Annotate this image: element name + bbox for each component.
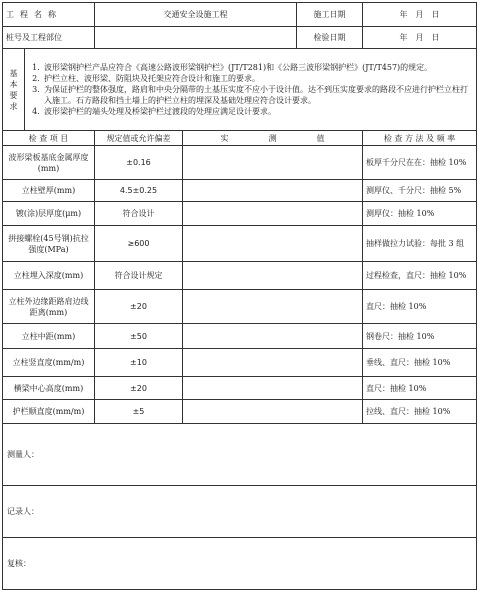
requirement-number: 3. [32,85,40,94]
inspection-form [2,2,477,590]
row-measured[interactable] [183,226,363,262]
requirement-item [28,62,473,73]
requirements-content [25,49,477,131]
row-spec: 符合设计规定 [95,262,183,290]
row-method: 板厚千分尺在在：抽检 10% [363,146,477,180]
row-spec: ±20 [95,377,183,400]
requirements-label-char: 求 [9,101,18,111]
inspection-date-label: 检验日期 [297,27,363,49]
row-method: 垂线、直尺：抽检 10% [363,349,477,377]
requirement-text: 为保证护栏的整体强度，路肩和中央分隔带的土基压实度不应小于设计值。达不到压实度要求的路段不应进行护栏立柱打入施工。石方路段和挡土墙上的护栏立柱的埋深及基础处理应符合设计要求。 [44,85,468,105]
row-spec: ±0.16 [95,146,183,180]
table-row [3,290,477,324]
pile-part-value[interactable] [95,27,297,49]
row-method: 直尺：抽检 10% [363,377,477,400]
requirement-item [28,106,473,117]
requirement-text: 波形梁钢护栏产品应符合《高速公路波形梁钢护栏》(JT/T281)和《公路三波形梁钢护栏》(JT/T457)的规定。 [44,63,433,72]
row-item: 横梁中心高度(mm) [3,377,95,400]
construction-date-label: 施工日期 [297,3,363,27]
table-row [3,377,477,400]
row-spec: ±20 [95,290,183,324]
inspection-date-value: 年 月 日 [363,27,477,49]
requirement-item [28,73,473,84]
table-row [3,202,477,226]
requirement-number: 2. [32,74,40,83]
row-method: 测厚仪：抽检 10% [363,202,477,226]
row-measured[interactable] [183,324,363,349]
table-row [3,349,477,377]
requirement-text: 护栏立柱、波形梁、防阻块及托架应符合设计和施工的要求。 [44,74,260,83]
row-spec: 符合设计 [95,202,183,226]
row-measured[interactable] [183,262,363,290]
table-row [3,262,477,290]
requirement-text: 波形梁护栏的端头处理及桥梁护栏过渡段的处理应满足设计要求。 [44,107,276,116]
row-measured[interactable] [183,400,363,424]
row-method: 钢卷尺：抽检 10% [363,324,477,349]
table-row [3,146,477,180]
column-header-measured: 实 测 值 [183,131,363,146]
row-measured[interactable] [183,146,363,180]
row-item: 立柱外边缘距路肩边线距离(mm) [3,290,95,324]
requirement-number: 4. [32,107,40,116]
row-method: 直尺：抽检 10% [363,290,477,324]
project-name-label: 工程名称 [3,3,95,27]
row-item: 拼接螺栓(45号钢)抗拉强度(MPa) [3,226,95,262]
row-spec: ±50 [95,324,183,349]
requirements-label-char: 基 [9,68,18,78]
requirement-number: 1. [32,63,40,72]
project-name-value: 交通安全设施工程 [95,3,297,27]
recorder-signature[interactable]: 记录人： [3,486,477,538]
row-method: 测厚仪、千分尺：抽检 5% [363,180,477,202]
requirements-label [3,49,25,131]
row-method: 拉线、直尺：抽检 10% [363,400,477,424]
row-measured[interactable] [183,202,363,226]
row-measured[interactable] [183,349,363,377]
row-spec: ≥600 [95,226,183,262]
row-method: 抽样做拉力试验：每批 3 组 [363,226,477,262]
column-header-item: 检 查 项 目 [3,131,95,146]
table-row [3,400,477,424]
row-measured[interactable] [183,180,363,202]
column-header-method: 检 查 方 法 及 频 率 [363,131,477,146]
table-row [3,324,477,349]
row-spec: ±10 [95,349,183,377]
row-spec: 4.5±0.25 [95,180,183,202]
requirements-label-char: 要 [9,90,18,100]
row-item: 镀(涂)层厚度(μm) [3,202,95,226]
row-measured[interactable] [183,290,363,324]
row-measured[interactable] [183,377,363,400]
row-method: 过程检查，直尺：抽检 10% [363,262,477,290]
row-item: 立柱竖直度(mm/m) [3,349,95,377]
row-item: 立柱中距(mm) [3,324,95,349]
requirements-label-char: 本 [9,79,18,89]
table-row [3,180,477,202]
row-item: 波形梁板基底金属厚度(mm) [3,146,95,180]
pile-part-label: 桩号及工程部位 [3,27,95,49]
table-row [3,226,477,262]
row-item: 立柱壁厚(mm) [3,180,95,202]
row-spec: ±5 [95,400,183,424]
column-header-spec: 规定值或允许偏差 [95,131,183,146]
row-item: 立柱埋入深度(mm) [3,262,95,290]
construction-date-value: 年 月 日 [363,3,477,27]
row-item: 护栏顺直度(mm/m) [3,400,95,424]
reviewer-signature[interactable]: 复核： [3,538,477,590]
requirement-item [28,84,473,106]
surveyor-signature[interactable]: 测量人： [3,424,477,486]
